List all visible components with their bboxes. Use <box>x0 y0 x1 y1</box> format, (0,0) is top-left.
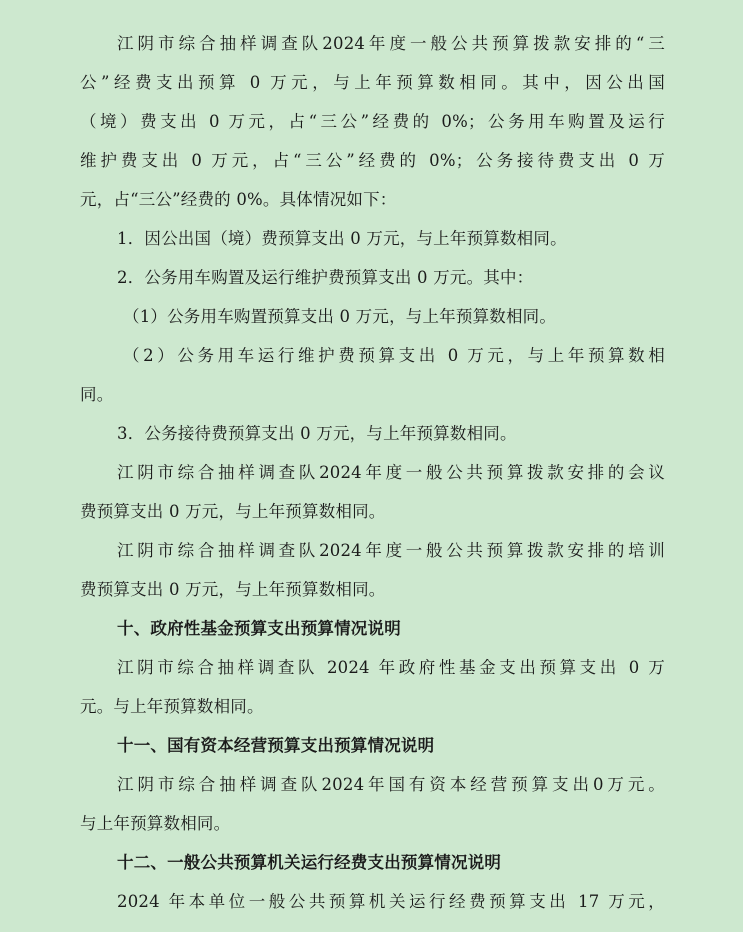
paragraph-line: 江阴市综合抽样调查队2024年度一般公共预算拨款安排的培训 <box>117 541 665 560</box>
paragraph-line: 江阴市综合抽样调查队2024年国有资本经营预算支出0万元。 <box>117 775 665 794</box>
section-heading-10: 十、政府性基金预算支出预算情况说明 <box>117 619 401 638</box>
paragraph-line: 公”经费支出预算 0 万元，与上年预算数相同。其中，因公出国 <box>80 73 665 92</box>
paragraph-line: 江阴市综合抽样调查队2024年度一般公共预算拨款安排的“三 <box>117 34 665 53</box>
paragraph-line: 同。 <box>80 385 114 404</box>
section-heading-12: 十二、一般公共预算机关运行经费支出预算情况说明 <box>117 853 502 872</box>
paragraph-line: （境）费支出 0 万元，占“三公”经费的 0%；公务用车购置及运行 <box>80 112 665 131</box>
paragraph-line: 费预算支出 0 万元，与上年预算数相同。 <box>80 502 386 521</box>
paragraph-line: 与上年预算数相同。 <box>80 814 231 833</box>
list-item-1: 1．因公出国（境）费预算支出 0 万元，与上年预算数相同。 <box>117 229 567 248</box>
paragraph-line: 元。与上年预算数相同。 <box>80 697 264 716</box>
paragraph-line: 维护费支出 0 万元，占“三公”经费的 0%；公务接待费支出 0 万 <box>80 151 665 170</box>
paragraph-line: 元，占“三公”经费的 0%。具体情况如下： <box>80 190 397 209</box>
sub-item-1: （1）公务用车购置预算支出 0 万元，与上年预算数相同。 <box>123 307 557 326</box>
list-item-2: 2．公务用车购置及运行维护费预算支出 0 万元。其中： <box>117 268 534 287</box>
list-item-3: 3．公务接待费预算支出 0 万元，与上年预算数相同。 <box>117 424 517 443</box>
paragraph-line: 江阴市综合抽样调查队2024年度一般公共预算拨款安排的会议 <box>117 463 665 482</box>
section-heading-11: 十一、国有资本经营预算支出预算情况说明 <box>117 736 435 755</box>
paragraph-line: 2024 年本单位一般公共预算机关运行经费预算支出 17 万元， <box>117 892 665 911</box>
paragraph-line: 江阴市综合抽样调查队 2024 年政府性基金支出预算支出 0 万 <box>117 658 665 677</box>
paragraph-line: 费预算支出 0 万元，与上年预算数相同。 <box>80 580 386 599</box>
sub-item-2: （2）公务用车运行维护费预算支出 0 万元，与上年预算数相 <box>123 346 665 365</box>
